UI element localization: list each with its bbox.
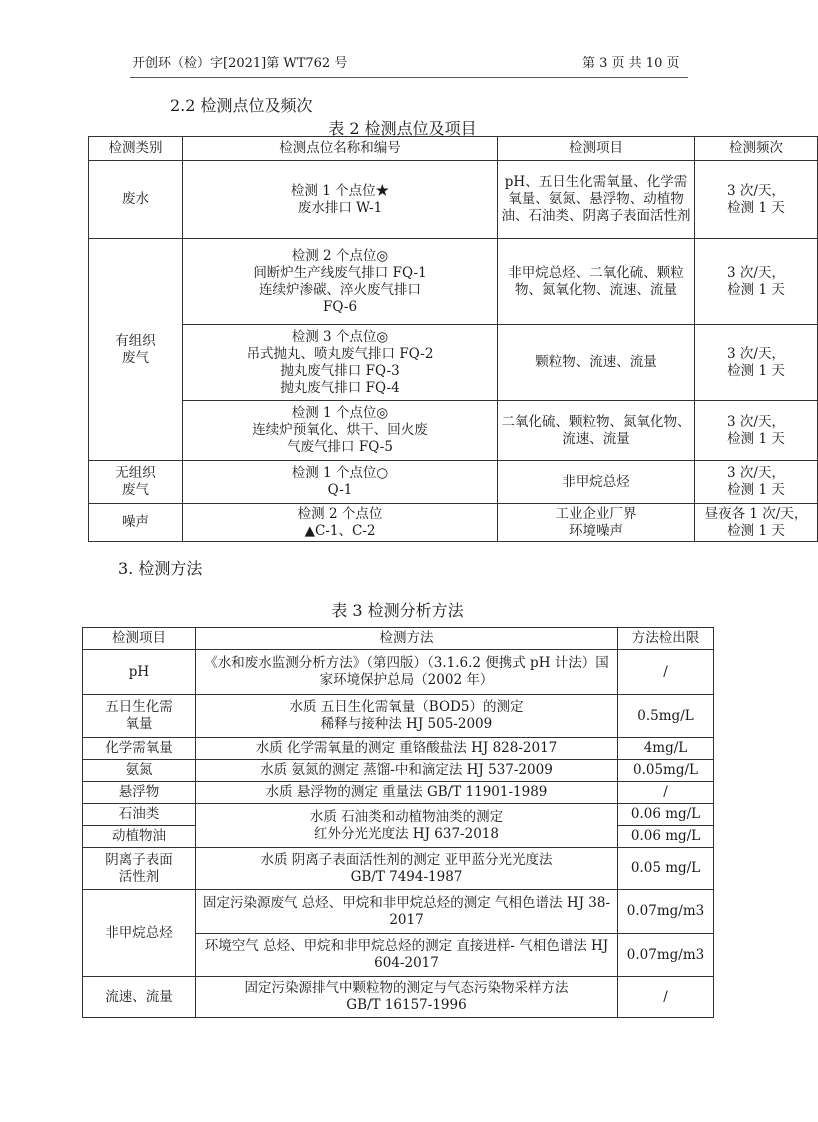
table-row [83,848,714,890]
section-heading-2-2: 2.2 检测点位及频次 [170,96,313,115]
item-cell: 动植物油 [83,826,196,848]
table-row [89,504,818,542]
table-row [89,461,818,504]
frequency-cell: 3 次/天， 检测 1 天 [695,239,818,325]
table3-caption: 表 3 检测分析方法 [331,601,464,620]
items-cell: 非甲烷总烃 [498,461,695,504]
method-cell: 水质 阴离子表面活性剂的测定 亚甲蓝分光光度法 GB/T 7494-1987 [196,848,618,890]
table-row [89,401,818,461]
table-row [83,890,714,934]
point-cell: 检测 3 个点位◎ 吊式抛丸、喷丸废气排口 FQ-2 抛丸废气排口 FQ-3 抛丸废气排口 FQ-4 [183,325,498,401]
method-cell: 水质 化学需氧量的测定 重铬酸盐法 HJ 828-2017 [196,738,618,760]
table-row [83,760,714,782]
table-row [83,650,714,695]
items-cell: 二氧化硫、颗粒物、氮氧化物、流速、流量 [498,401,695,461]
item-cell: 悬浮物 [83,782,196,804]
header-cell: 检测项目 [83,628,196,650]
method-cell: 环境空气 总烃、甲烷和非甲烷总烃的测定 直接进样- 气相色谱法 HJ 604-2017 [196,934,618,977]
items-cell: pH、五日生化需氧量、化学需氧量、氨氮、悬浮物、动植物油、石油类、阴离子表面活性剂 [498,161,695,239]
header-divider [130,77,688,78]
item-cell: 流速、流量 [83,977,196,1018]
method-cell: 水质 石油类和动植物油类的测定 红外分光光度法 HJ 637-2018 [196,804,618,848]
category-cell: 无组织 废气 [89,461,183,504]
table-monitoring-points [88,136,818,542]
table-analysis-methods [82,627,714,1018]
header-cell: 检测点位名称和编号 [183,137,498,161]
limit-cell: 0.05mg/L [618,760,714,782]
item-cell: 非甲烷总烃 [83,890,196,977]
table-row [89,161,818,239]
method-cell: 固定污染源废气 总烃、甲烷和非甲烷总烃的测定 气相色谱法 HJ 38-2017 [196,890,618,934]
frequency-cell: 3 次/天， 检测 1 天 [695,161,818,239]
item-cell: 氨氮 [83,760,196,782]
table-row [83,695,714,738]
limit-cell: 0.07mg/m3 [618,890,714,934]
table-header-row [83,628,714,650]
section-heading-3: 3. 检测方法 [118,559,203,578]
category-cell: 噪声 [89,504,183,542]
table-header-row [89,137,818,161]
limit-cell: / [618,977,714,1018]
items-cell: 颗粒物、流速、流量 [498,325,695,401]
limit-cell: 4mg/L [618,738,714,760]
limit-cell: 0.07mg/m3 [618,934,714,977]
limit-cell: 0.06 mg/L [618,826,714,848]
header-cell: 检测项目 [498,137,695,161]
method-cell: 水质 五日生化需氧量（BOD5）的测定 稀释与接种法 HJ 505-2009 [196,695,618,738]
item-cell: 阴离子表面 活性剂 [83,848,196,890]
header-cell: 方法检出限 [618,628,714,650]
table-row [89,239,818,325]
point-cell: 检测 2 个点位 ▲C-1、C-2 [183,504,498,542]
table-row [83,804,714,826]
item-cell: 化学需氧量 [83,738,196,760]
table-row [83,782,714,804]
items-cell: 非甲烷总烃、二氧化硫、颗粒物、氮氧化物、流速、流量 [498,239,695,325]
method-cell: 水质 悬浮物的测定 重量法 GB/T 11901-1989 [196,782,618,804]
limit-cell: 0.5mg/L [618,695,714,738]
frequency-cell: 3 次/天， 检测 1 天 [695,461,818,504]
limit-cell: 0.06 mg/L [618,804,714,826]
limit-cell: 0.05 mg/L [618,848,714,890]
frequency-cell: 昼夜各 1 次/天， 检测 1 天 [695,504,818,542]
frequency-cell: 3 次/天， 检测 1 天 [695,325,818,401]
table-row [83,738,714,760]
header-cell: 检测频次 [695,137,818,161]
table-row [83,977,714,1018]
limit-cell: / [618,650,714,695]
category-cell: 有组织 废气 [89,239,183,461]
header-cell: 检测类别 [89,137,183,161]
header-cell: 检测方法 [196,628,618,650]
frequency-cell: 3 次/天， 检测 1 天 [695,401,818,461]
point-cell: 检测 1 个点位○ Q-1 [183,461,498,504]
table2-caption: 表 2 检测点位及项目 [328,119,477,138]
items-cell: 工业企业厂界 环境噪声 [498,504,695,542]
document-number: 开创环（检）字[2021]第 WT762 号 [132,56,348,71]
item-cell: pH [83,650,196,695]
point-cell: 检测 1 个点位★ 废水排口 W-1 [183,161,498,239]
method-cell: 固定污染源排气中颗粒物的测定与气态污染物采样方法 GB/T 16157-1996 [196,977,618,1018]
item-cell: 石油类 [83,804,196,826]
point-cell: 检测 2 个点位◎ 间断炉生产线废气排口 FQ-1 连续炉渗碳、淬火废气排口 FQ-6 [183,239,498,325]
category-cell: 废水 [89,161,183,239]
page-indicator: 第 3 页 共 10 页 [582,56,680,71]
limit-cell: / [618,782,714,804]
point-cell: 检测 1 个点位◎ 连续炉预氧化、烘干、回火废 气废气排口 FQ-5 [183,401,498,461]
method-cell: 水质 氨氮的测定 蒸馏-中和滴定法 HJ 537-2009 [196,760,618,782]
table-row [89,325,818,401]
item-cell: 五日生化需 氧量 [83,695,196,738]
method-cell: 《水和废水监测分析方法》（第四版）（3.1.6.2 便携式 pH 计法）国家环境保护总局（2002 年） [196,650,618,695]
